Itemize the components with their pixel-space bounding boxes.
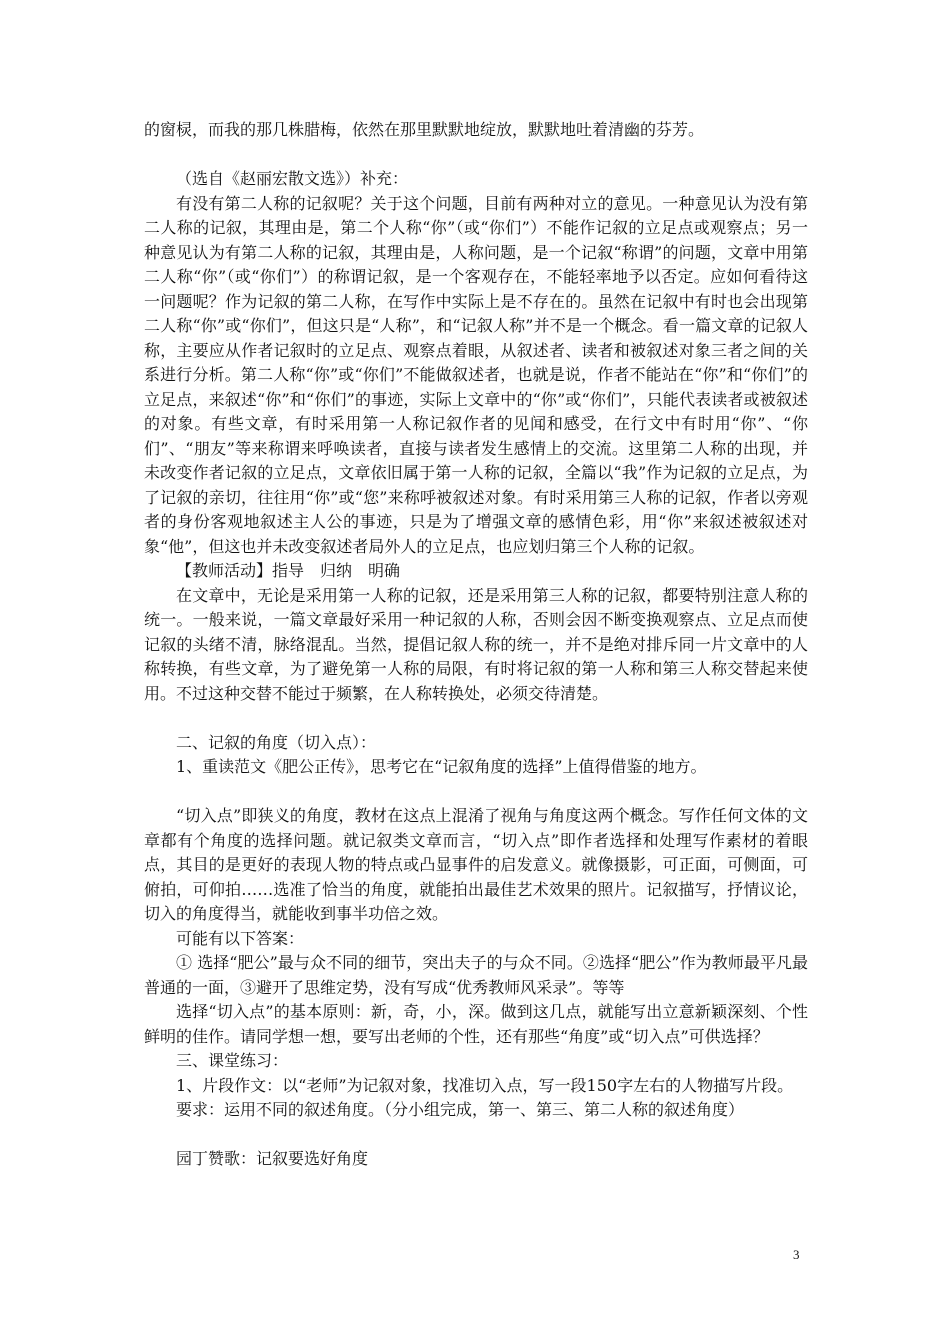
section-heading: 二、记叙的角度（切入点）： <box>176 732 377 752</box>
paragraph: 园丁赞歌：记叙要选好角度 <box>176 1149 369 1168</box>
paragraph: 有没有第二人称的记叙呢？关于这个问题，目前有两种对立的意见。一种意见认为没有第二人称的记叙，其理由是，第二个人称“你”（或“你们”）不能作记叙的立足点或观察点；另一种意见认为有第二人称的记叙，其理由是，人称问题，是一个记叙“称谓”的问题，文章中用第二人称“你”（或“你们”）的称谓记叙，是一个客观存在，不能轻率地予以否定。应如何看待这一问题呢？作为记叙的第二人称，在写作中实际上是不存在的。虽然在记叙中有时也会出现第二人称“你”或“你们”，但这只是“人称”，和“记叙人称”并不是一个概念。看一篇文章的记叙人称，主要应从作者记叙时的立足点、观察点着眼，从叙述者、读者和被叙述对象三者之间的关系进行分析。第二人称“你”或“你们”不能做叙述者，也就是说，作者不能站在“你”和“你们”的立足点，来叙述“你”和“你们”的事迹，实际上文章中的“你”或“你们”，只能代表读者或被叙述的对象。有些文章，有时采用第一人称记叙作者的见闻和感受，在行文中有时用“你”、“你们”、“朋友”等来称谓来呼唤读者，直接与读者发生感情上的交流。这里第二人称的出现，并未改变作者记叙的立足点，文章依旧属于第一人称的记叙，全篇以“我”作为记叙的立足点，为了记叙的亲切，往往用“你”或“您”来称呼被叙述对象。有时采用第三人称的记叙，作者以旁观者的身份客观地叙述主人公的事迹，只是为了增强文章的感情色彩，用“你”来叙述被叙述对象“他”，但这也并未改变叙述者局外人的立足点，也应划归第三个人称的记叙。 <box>144 193 808 556</box>
blank-line <box>144 780 808 805</box>
source-note: （选自《赵丽宏散文选》）补充： <box>176 169 409 188</box>
paragraph: 在文章中，无论是采用第一人称的记叙，还是采用第三人称的记叙，都要特别注意人称的统一。一般来说，一篇文章最好采用一种记叙的人称，否则会因不断变换观察点、立足点而使记叙的头绪不清，脉络混乱。当然，提倡记叙人称的统一，并不是绝对排斥同一片文章中的人称转换，有些文章，为了避免第一人称的局限，有时将记叙的第一人称和第三人称交替起来使用。不过这种交替不能过于频繁，在人称转换处，必须交待清楚。 <box>144 585 808 703</box>
section-heading: 三、课堂练习： <box>176 1051 289 1070</box>
paragraph: ① 选择“肥公”最与众不同的细节，突出夫子的与众不同。②选择“肥公”作为教师最平凡最普通的一面，③避开了思维定势，没有写成“优秀教师风采录”。等等 <box>144 953 808 997</box>
paragraph: 要求：运用不同的叙述角度。（分小组完成，第一、第三、第二人称的叙述角度） <box>176 1100 745 1119</box>
page-number: 3 <box>793 1247 800 1262</box>
paragraph: “切入点”即狭义的角度，教材在这点上混淆了视角与角度这两个概念。写作任何文体的文章都有个角度的选择问题。就记叙类文章而言，“切入点”即作者选择和处理写作素材的着眼点，其目的是更好的表现人物的特点或凸显事件的启发意义。就像摄影，可正面，可侧面，可俯拍，可仰拍……选准了恰当的角度，就能拍出最佳艺术效果的照片。记叙描写，抒情议论，切入的角度得当，就能收到事半功倍之效。 <box>144 806 808 923</box>
blank-line <box>144 706 808 731</box>
paragraph: 1、片段作文：以“老师”为记叙对象，找准切入点，写一段150字左右的人物描写片段。 <box>176 1075 794 1095</box>
teacher-activity-heading: 【教师活动】指导 归纳 明确 <box>176 561 401 580</box>
paragraph: 1、重读范文《肥公正传》，思考它在“记叙角度的选择”上值得借鉴的地方。 <box>176 757 707 776</box>
blank-line <box>144 143 808 168</box>
paragraph: 选择“切入点”的基本原则：新，奇，小，深。做到这几点，就能写出立意新颖深刻、个性鲜明的佳作。请同学想一想，要写出老师的个性，还有那些“角度”或“切入点”可供选择？ <box>144 1002 808 1046</box>
body-text <box>144 118 808 1172</box>
blank-line <box>144 1123 808 1148</box>
paragraph: 可能有以下答案： <box>176 928 305 948</box>
paragraph: 的窗棂，而我的那几株腊梅，依然在那里默默地绽放，默默地吐着清幽的芬芳。 <box>144 120 705 139</box>
